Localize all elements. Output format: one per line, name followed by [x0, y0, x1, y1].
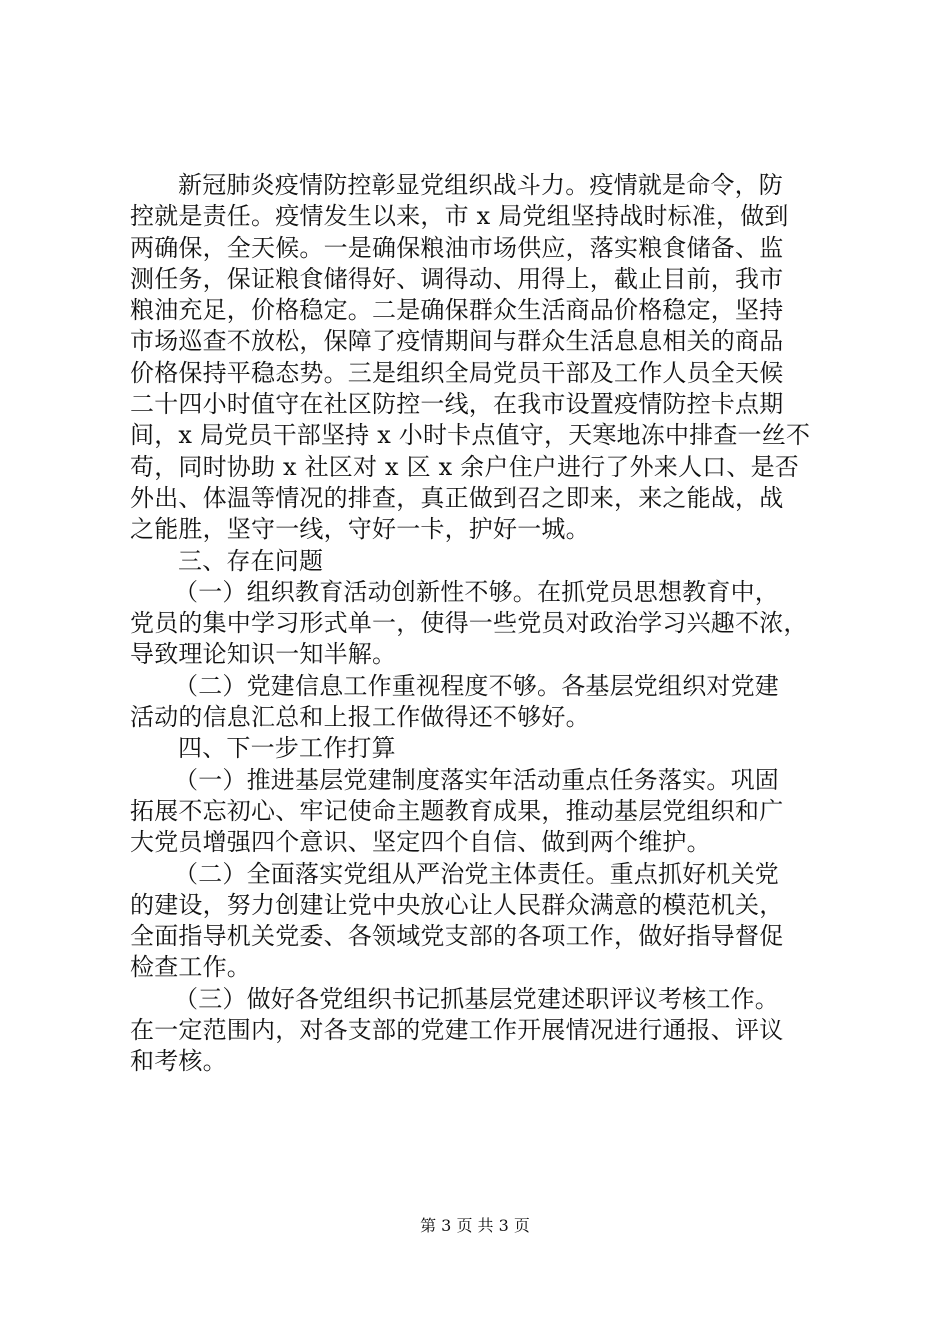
paragraph-line: （二）党建信息工作重视程度不够。各基层党组织对党建 [174, 671, 779, 700]
paragraph-line: 党员的集中学习形式单一，使得一些党员对政治学习兴趣不浓， [130, 609, 808, 638]
paragraph-line: 新冠肺炎疫情防控彰显党组织战斗力。疫情就是命令，防 [178, 171, 783, 199]
paragraph-line: 粮油充足，价格稳定。二是确保群众生活商品价格稳定，坚持 [130, 296, 784, 325]
paragraph-line: 价格保持平稳态势。三是组织全局党员干部及工作人员全天候 [130, 358, 784, 387]
paragraph-line: 二十四小时值守在社区防控一线，在我市设置疫情防控卡点期 [130, 390, 784, 419]
paragraph-line: 间，x 局党员干部坚持 x 小时卡点值守，天寒地冻中排查一丝不 [130, 421, 811, 450]
paragraph-line: 控就是责任。疫情发生以来，市 x 局党组坚持战时标准，做到 [130, 202, 789, 231]
paragraph-line: 测任务，保证粮食储得好、调得动、用得上，截止目前，我市 [130, 264, 784, 293]
paragraph-line: 拓展不忘初心、牢记使命主题教育成果，推动基层党组织和广 [130, 796, 784, 825]
paragraph-line: 市场巡查不放松，保障了疫情期间与群众生活息息相关的商品 [130, 327, 784, 356]
paragraph-line: 外出、体温等情况的排查，真正做到召之即来，来之能战，战 [130, 483, 784, 512]
paragraph-line: 活动的信息汇总和上报工作做得还不够好。 [130, 703, 590, 732]
page-footer [0, 1216, 950, 1236]
paragraph-line: 大党员增强四个意识、坚定四个自信、做到两个维护。 [130, 828, 711, 857]
paragraph-line: （一）推进基层党建制度落实年活动重点任务落实。巩固 [174, 765, 779, 794]
paragraph-line: 之能胜，坚守一线，守好一卡，护好一城。 [130, 515, 590, 544]
section-heading: 三、存在问题 [178, 546, 324, 575]
paragraph-line: 在一定范围内，对各支部的党建工作开展情况进行通报、评议 [130, 1016, 784, 1045]
paragraph-line: 全面指导机关党委、各领域党支部的各项工作，做好指导督促 [130, 922, 784, 951]
paragraph-line: 和考核。 [130, 1047, 227, 1076]
paragraph-line: 苟，同时协助 x 社区对 x 区 x 余户住户进行了外来人口、是否 [130, 452, 799, 481]
page-number-label: 第 3 页 共 3 页 [420, 1216, 530, 1235]
paragraph-line: 的建设，努力创建让党中央放心让人民群众满意的模范机关， [130, 890, 784, 919]
paragraph-line: 两确保，全天候。一是确保粮油市场供应，落实粮食储备、监 [130, 233, 784, 262]
paragraph-line: 导致理论知识一知半解。 [130, 640, 397, 669]
paragraph-line: （三）做好各党组织书记抓基层党建述职评议考核工作。 [174, 984, 779, 1013]
paragraph-line: （一）组织教育活动创新性不够。在抓党员思想教育中， [174, 577, 779, 606]
paragraph-line: （二）全面落实党组从严治党主体责任。重点抓好机关党 [174, 859, 779, 888]
paragraph-line: 检查工作。 [130, 953, 251, 982]
section-heading: 四、下一步工作打算 [178, 734, 396, 763]
document-body [130, 170, 830, 1078]
